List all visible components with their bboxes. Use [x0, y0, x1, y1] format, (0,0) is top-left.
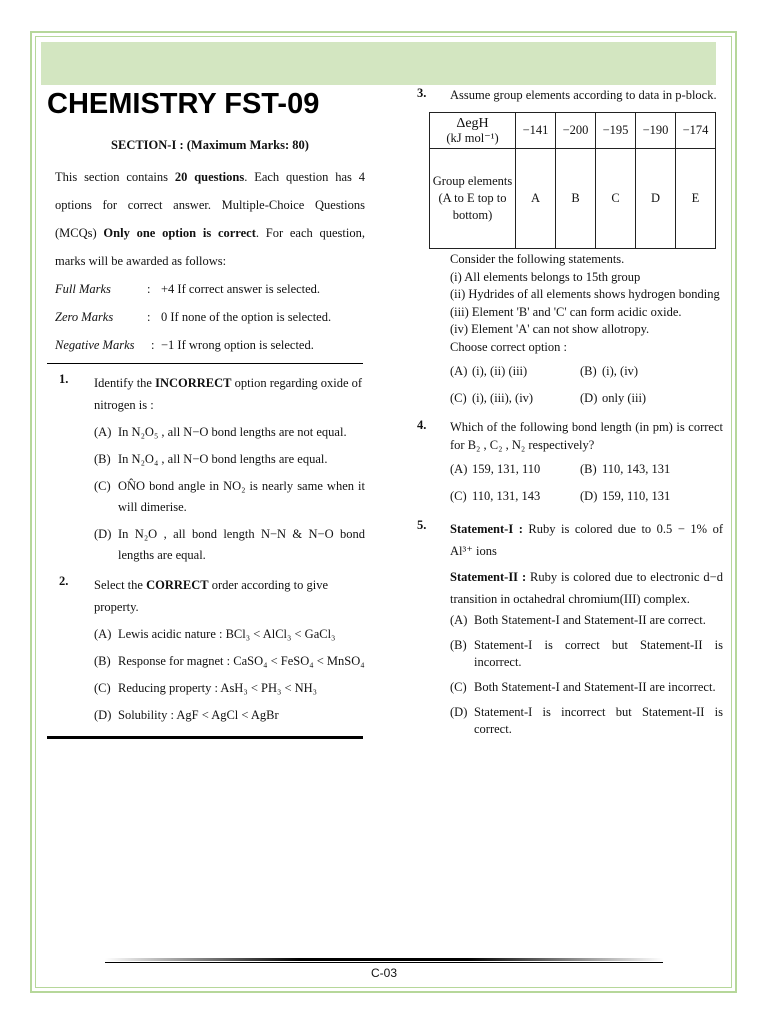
marks-value: +4 If correct answer is selected.	[161, 281, 321, 296]
option-c	[94, 678, 365, 699]
option-label: (A)	[450, 462, 468, 476]
option-text: 110, 131, 143	[472, 489, 541, 503]
marks-colon: :	[147, 309, 151, 324]
option-label: (C)	[450, 489, 467, 503]
option-b	[580, 462, 710, 477]
intro-text-3: . For each question, marks will be awarded as follows:	[55, 226, 365, 268]
option-text: Solubility : AgF < AgCl < AgBr	[118, 708, 279, 722]
question-text	[94, 372, 365, 416]
marks-colon: :	[151, 337, 155, 352]
option-label: (B)	[94, 452, 111, 466]
option-b	[94, 449, 365, 470]
option-row	[450, 489, 723, 504]
table-row-label: Group elements (A to E top to bottom)	[430, 149, 516, 249]
question-number: 5.	[417, 518, 427, 532]
option-a	[450, 612, 723, 629]
q-text-bold: INCORRECT	[155, 376, 232, 390]
section-heading: SECTION-I : (Maximum Marks: 80)	[111, 138, 309, 152]
marks-key: Negative Marks	[55, 337, 135, 352]
option-label: (B)	[450, 638, 467, 652]
option-text: Reducing property : AsH₃ < PH₃ < NH₃	[118, 681, 318, 695]
option-row	[450, 462, 723, 477]
statement: Choose correct option :	[450, 339, 567, 354]
marks-row-full	[55, 275, 365, 303]
page-title: CHEMISTRY FST-09	[47, 88, 320, 120]
table-cell: D	[636, 149, 676, 249]
statement-text: Ruby is colored due to electronic d−d transition in octahedral chromium(III) complex.	[450, 570, 723, 606]
option-d	[94, 705, 365, 726]
option-text: Statement-I is incorrect but Statement-II is correct.	[474, 705, 723, 736]
marks-value: 0 If none of the option is selected.	[161, 309, 332, 324]
option-d	[450, 704, 723, 738]
question-text	[94, 574, 365, 618]
statement-1	[450, 518, 723, 562]
column-end-rule	[47, 736, 363, 739]
option-label: (C)	[94, 681, 111, 695]
intro-text-1: This section contains	[55, 170, 175, 184]
question-number: 3.	[417, 86, 427, 100]
marks-value: −1 If wrong option is selected.	[161, 337, 314, 352]
table-cell: E	[676, 149, 716, 249]
option-text: ON̂O bond angle in NO₂ is nearly same when it will dimerise.	[118, 479, 365, 514]
option-text: In N₂O₄ , all N−O bond lengths are equal.	[118, 452, 328, 466]
table-cell: −190	[636, 113, 676, 149]
table-header-label: ΔegH	[456, 115, 489, 131]
table-cell: A	[516, 149, 556, 249]
option-c	[450, 679, 723, 696]
question-number: 2.	[59, 574, 69, 588]
option-text: 159, 131, 110	[472, 462, 541, 476]
option-label: (D)	[94, 708, 112, 722]
option-label: (B)	[94, 654, 111, 668]
marks-row-negative	[55, 331, 365, 359]
statement-text: Ruby is colored due to 0.5 − 1% of Al³⁺ ions	[450, 522, 723, 558]
option-row	[450, 391, 723, 406]
table-cell: B	[556, 149, 596, 249]
option-row	[450, 364, 723, 379]
table-cell: −174	[676, 113, 716, 149]
footer-rule	[105, 958, 663, 961]
option-d	[94, 524, 365, 566]
q-text-part: order according to give property.	[94, 578, 328, 614]
question-3	[413, 86, 723, 104]
page-number: C-03	[370, 966, 397, 980]
option-label: (C)	[94, 479, 111, 493]
option-text: 110, 143, 131	[602, 462, 671, 476]
question-text: Assume group elements according to data in p-block.	[450, 88, 717, 102]
intro-bold-1: 20 questions	[174, 170, 245, 184]
option-label: (A)	[450, 613, 468, 627]
intro-paragraph	[55, 163, 365, 275]
statements-list	[450, 251, 723, 356]
option-b	[94, 651, 365, 672]
option-a	[450, 364, 580, 379]
marks-key: Full Marks	[55, 281, 111, 296]
question-2	[47, 574, 365, 726]
question-5	[413, 518, 723, 738]
header-banner	[41, 42, 716, 85]
option-label: (C)	[450, 680, 467, 694]
intro-text-2: . Each question has 4 options for correct answer. Multiple-Choice Questions (MCQs)	[55, 170, 365, 240]
option-c	[450, 489, 580, 504]
option-label: (A)	[450, 364, 468, 378]
option-label: (D)	[580, 489, 598, 503]
right-column	[413, 86, 723, 738]
option-label: (C)	[450, 391, 467, 405]
q-text-part: option regarding oxide of nitrogen is :	[94, 376, 363, 412]
option-text: Response for magnet : CaSO₄ < FeSO₄ < MnSO₄	[118, 654, 365, 668]
option-a	[94, 422, 365, 443]
option-text: (i), (ii) (iii)	[472, 364, 528, 378]
table-header-unit: (kJ mol⁻¹)	[446, 130, 499, 145]
option-label: (B)	[580, 364, 597, 378]
option-text: 159, 110, 131	[602, 489, 671, 503]
footer-rule-thin	[105, 962, 663, 963]
statement: (iii) Element 'B' and 'C' can form acidic oxide.	[450, 304, 682, 319]
option-text: (i), (iii), (iv)	[472, 391, 534, 405]
table-cell: C	[596, 149, 636, 249]
option-b	[580, 364, 710, 379]
group-data-table	[429, 112, 716, 249]
table-header-cell	[430, 113, 516, 149]
option-d	[580, 489, 710, 504]
question-1	[47, 372, 365, 566]
marks-row-zero	[55, 303, 365, 331]
q-text-part: Select the	[94, 578, 147, 592]
question-number: 1.	[59, 372, 69, 386]
section-divider	[47, 363, 363, 364]
q-text-part: Identify the	[94, 376, 156, 390]
option-text: Lewis acidic nature : BCl₃ < AlCl₃ < GaCl₃	[118, 627, 336, 641]
statement-2	[450, 566, 723, 610]
option-text: (i), (iv)	[602, 364, 639, 378]
table-cell: −195	[596, 113, 636, 149]
option-label: (D)	[580, 391, 598, 405]
option-c	[450, 391, 580, 406]
option-label: (A)	[94, 425, 112, 439]
option-label: (B)	[580, 462, 597, 476]
q-text-bold: CORRECT	[146, 578, 209, 592]
table-cell: −141	[516, 113, 556, 149]
option-a	[450, 462, 580, 477]
option-d	[580, 391, 710, 406]
marks-colon: :	[147, 281, 151, 296]
statement: (iv) Element 'A' can not show allotropy.	[450, 322, 650, 336]
intro-bold-2: Only one option is correct	[103, 226, 256, 240]
option-c	[94, 476, 365, 518]
option-label: (A)	[94, 627, 112, 641]
option-text: In N₂O , all bond length N−N & N−O bond lengths are equal.	[118, 527, 365, 562]
q3-options	[450, 364, 723, 406]
statement: (i) All elements belongs to 15th group	[450, 269, 641, 284]
option-text: only (iii)	[602, 391, 647, 405]
question-4	[413, 418, 723, 504]
statement: Consider the following statements.	[450, 252, 625, 266]
option-a	[94, 624, 365, 645]
option-label: (D)	[450, 705, 468, 719]
table-cell: −200	[556, 113, 596, 149]
question-number: 4.	[417, 418, 427, 432]
option-text: Both Statement-I and Statement-II are correct.	[474, 613, 706, 627]
option-label: (D)	[94, 527, 112, 541]
statement: (ii) Hydrides of all elements shows hydrogen bonding	[450, 287, 720, 301]
statement-label: Statement-I :	[450, 522, 523, 536]
statement-label: Statement-II :	[450, 570, 527, 584]
marks-key: Zero Marks	[55, 309, 114, 324]
option-text: Statement-I is correct but Statement-II is incorrect.	[474, 638, 723, 669]
option-b	[450, 637, 723, 671]
left-column	[47, 128, 365, 739]
question-text: Which of the following bond length (in pm) is correct for B₂ , C₂ , N₂ respectively?	[450, 420, 723, 452]
option-text: In N₂O₅ , all N−O bond lengths are not equal.	[118, 425, 347, 439]
option-text: Both Statement-I and Statement-II are incorrect.	[474, 680, 716, 694]
